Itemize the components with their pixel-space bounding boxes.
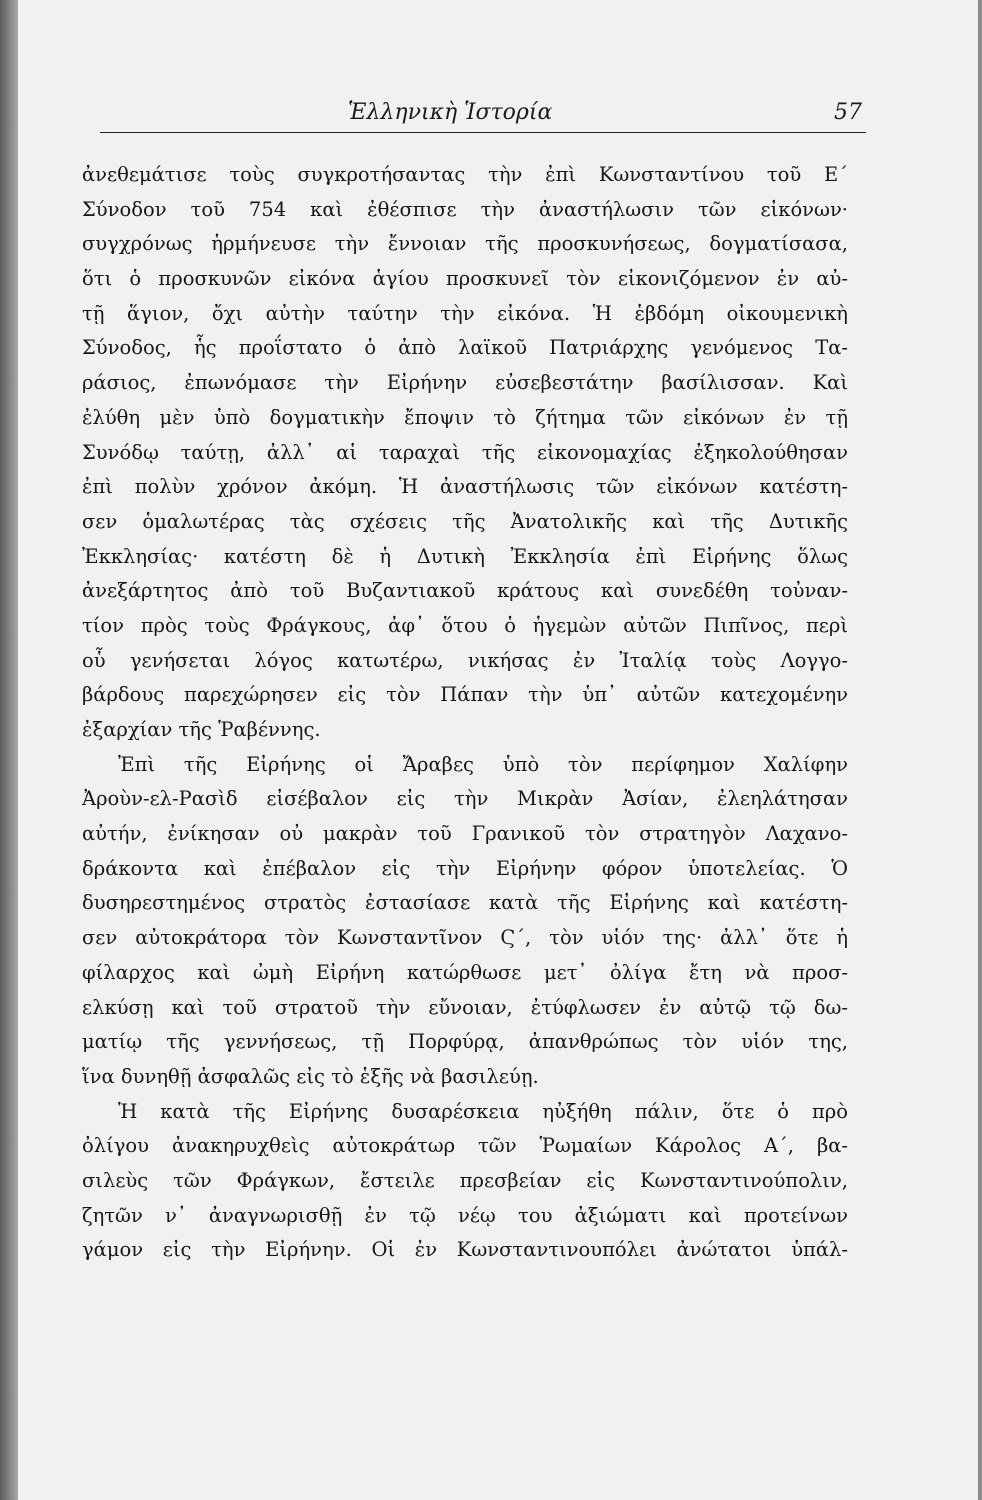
body-text <box>82 158 848 1268</box>
text-line: ὅτι ὁ προσκυνῶν εἰκόνα ἁγίου προσκυνεῖ τὸν εἰκονιζόμενον ἐν αὐ- <box>82 267 848 291</box>
text-line: σεν ὁμαλωτέρας τὰς σχέσεις τῆς Ἀνατολικῆς καὶ τῆς Δυτικῆς <box>82 509 848 533</box>
text-line: φίλαρχος καὶ ὠμὴ Εἰρήνη κατώρθωσε μετ᾽ ὀλίγα ἔτη νὰ προσ- <box>82 960 848 984</box>
running-title: Ἑλληνικὴ Ἱστορία <box>348 100 553 125</box>
text-line: σιλεὺς τῶν Φράγκων, ἔστειλε πρεσβείαν εἰς Κωνσταντινούπολιν, <box>82 1168 848 1192</box>
text-line: δυσηρεστημένος στρατὸς ἐστασίασε κατὰ τῆς Εἰρήνης καὶ κατέστη- <box>82 891 848 915</box>
text-line: ἐπὶ πολὺν χρόνον ἀκόμη. Ἡ ἀναστήλωσις τῶν εἰκόνων κατέστη- <box>82 475 848 499</box>
text-line: ελκύσῃ καὶ τοῦ στρατοῦ τὴν εὔνοιαν, ἐτύφλωσεν ἐν αὐτῷ τῷ δω- <box>82 995 848 1019</box>
page-number: 57 <box>834 100 862 125</box>
text-line: ὀλίγου ἀνακηρυχθεὶς αὐτοκράτωρ τῶν Ῥωμαίων Κάρολος Α΄, βα- <box>82 1134 848 1158</box>
text-line: ράσιος, ἐπωνόμασε τὴν Εἰρήνην εὐσεβεστάτην βασίλισσαν. Καὶ <box>82 371 848 395</box>
text-line: ἀνεξάρτητος ἀπὸ τοῦ Βυζαντιακοῦ κράτους καὶ συνεδέθη τοὐναν- <box>82 579 848 603</box>
text-line: συγχρόνως ἡρμήνευσε τὴν ἔννοιαν τῆς προσκυνήσεως, δογματίσασα, <box>82 232 848 256</box>
text-line: Ἐκκλησίας· κατέστη δὲ ἡ Δυτικὴ Ἐκκλησία ἐπὶ Εἰρήνης ὅλως <box>82 544 848 568</box>
text-line: ἐλύθη μὲν ὑπὸ δογματικὴν ἔποψιν τὸ ζήτημα τῶν εἰκόνων ἐν τῇ <box>82 405 848 429</box>
text-line: τίον πρὸς τοὺς Φράγκους, ἀφ᾽ ὅτου ὁ ἡγεμὼν αὐτῶν Πιπῖνος, περὶ <box>82 613 848 637</box>
text-line: ζητῶν ν᾽ ἀναγνωρισθῇ ἐν τῷ νέῳ του ἀξιώματι καὶ προτείνων <box>82 1203 848 1227</box>
text-line: βάρδους παρεχώρησεν εἰς τὸν Πάπαν τὴν ὑπ᾽ αὐτῶν κατεχομένην <box>82 683 848 707</box>
page-binding-edge <box>0 0 18 1500</box>
text-line: γάμον εἰς τὴν Εἰρήνην. Οἱ ἐν Κωνσταντινουπόλει ἀνώτατοι ὑπάλ- <box>82 1238 848 1262</box>
paragraph-start-line: Ἡ κατὰ τῆς Εἰρήνης δυσαρέσκεια ηὐξήθη πάλιν, ὅτε ὁ πρὸ <box>118 1099 848 1123</box>
text-line: Σύνοδος, ἧς προΐστατο ὁ ἀπὸ λαϊκοῦ Πατριάρχης γενόμενος Τα- <box>82 336 848 360</box>
text-line: αὐτήν, ἐνίκησαν οὐ μακρὰν τοῦ Γρανικοῦ τὸν στρατηγὸν Λαχανο- <box>82 822 848 846</box>
text-line: ἀνεθεμάτισε τοὺς συγκροτήσαντας τὴν ἐπὶ Κωνσταντίνου τοῦ Ε΄ <box>82 163 848 186</box>
text-line: Σύνοδον τοῦ 754 καὶ ἐθέσπισε τὴν ἀναστήλωσιν τῶν εἰκόνων· <box>82 197 848 221</box>
text-line: ματίῳ τῆς γεννήσεως, τῇ Πορφύρᾳ, ἀπανθρώπως τὸν υἱόν της, <box>82 1030 848 1054</box>
text-line: δράκοντα καὶ ἐπέβαλον εἰς τὴν Εἰρήνην φόρον ὑποτελείας. Ὁ <box>82 856 848 880</box>
text-line: Συνόδῳ ταύτῃ, ἀλλ᾽ αἱ ταραχαὶ τῆς εἰκονομαχίας ἐξηκολούθησαν <box>82 440 848 464</box>
running-header <box>100 98 866 133</box>
text-line: σεν αὐτοκράτορα τὸν Κωνσταντῖνον Ϛ΄, τὸν υἱόν της· ἀλλ᾽ ὅτε ἡ <box>82 926 848 950</box>
text-line: Ἀροὺν-ελ-Ρασὶδ εἰσέβαλον εἰς τὴν Μικρὰν Ἀσίαν, ἐλεηλάτησαν <box>82 787 848 811</box>
text-line: οὗ γενήσεται λόγος κατωτέρω, νικήσας ἐν Ἰταλίᾳ τοὺς Λογγο- <box>82 648 848 672</box>
text-line: ἵνα δυνηθῇ ἀσφαλῶς εἰς τὸ ἑξῆς νὰ βασιλεύῃ. <box>82 1064 539 1088</box>
paragraph-start-line: Ἐπὶ τῆς Εἰρήνης οἱ Ἄραβες ὑπὸ τὸν περίφημον Χαλίφην <box>118 752 848 776</box>
text-line: τῇ ἅγιον, ὄχι αὐτὴν ταύτην τὴν εἰκόνα. Ἡ ἑβδόμη οἰκουμενικὴ <box>82 301 848 325</box>
text-line: ἐξαρχίαν τῆς Ῥαβέννης. <box>82 718 321 741</box>
